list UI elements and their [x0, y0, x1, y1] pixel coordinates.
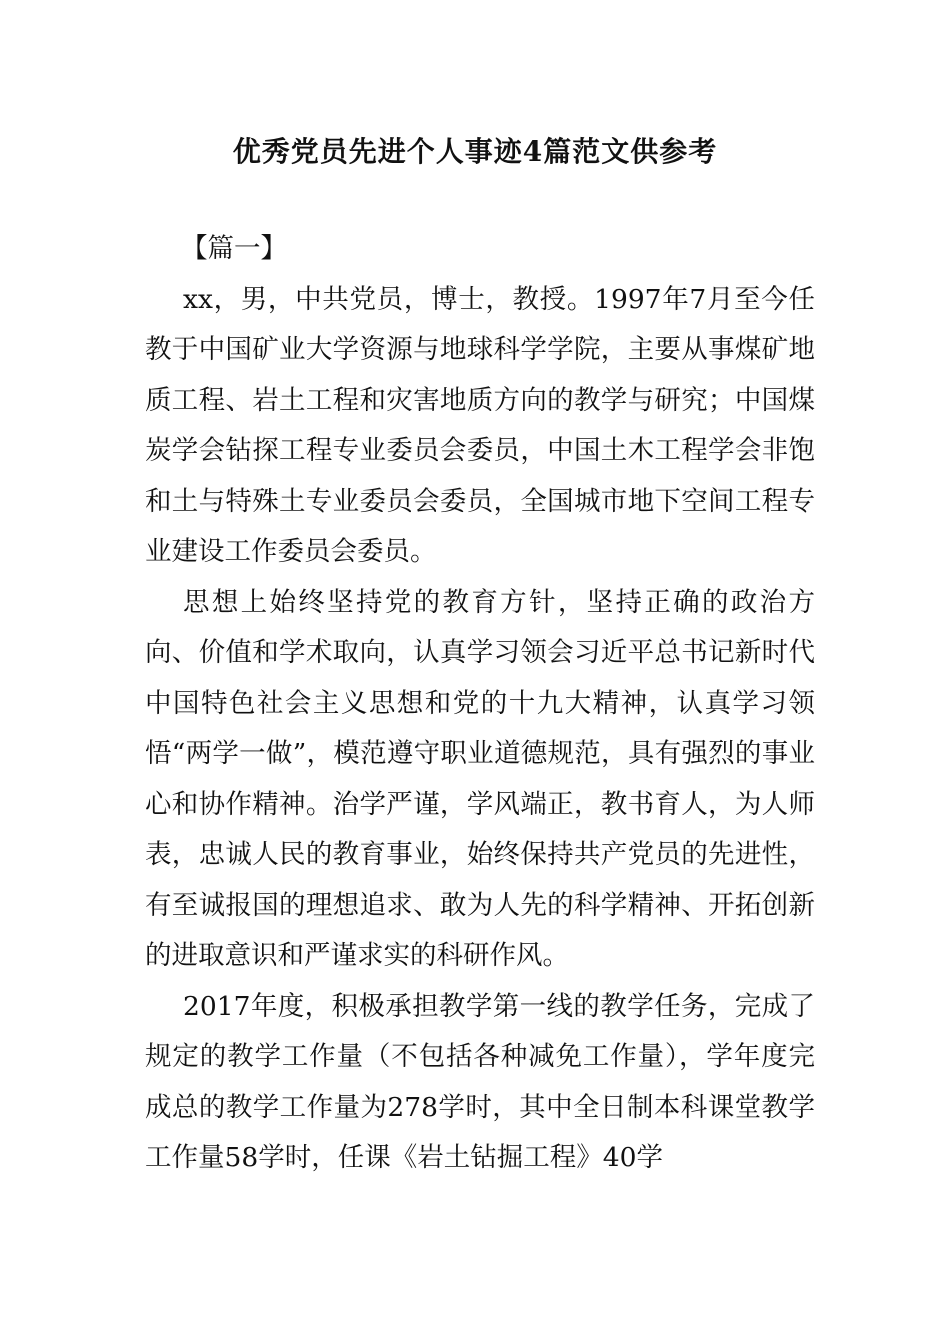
document-body — [145, 224, 815, 1184]
document-title: 优秀党员先进个人事迹4篇范文供参考 — [232, 135, 718, 168]
section-label: 【篇一】 — [181, 233, 287, 264]
paragraph-3: 2017年度，积极承担教学第一线的教学任务，完成了规定的教学工作量（不包括各种减免工作量），学年度完成总的教学工作量为278学时，其中全日制本科课堂教学工作量58学时，任课《岩土钻掘工程》40学 — [145, 990, 815, 1173]
paragraph-2: 思想上始终坚持党的教育方针，坚持正确的政治方向、价值和学术取向，认真学习领会习近平总书记新时代中国特色社会主义思想和党的十九大精神，认真学习领悟“两学一做”，模范遵守职业道德规范，具有强烈的事业心和协作精神。治学严谨，学风端正，教书育人，为人师表，忠诚人民的教育事业，始终保持共产党员的先进性，有至诚报国的理想追求、敢为人先的科学精神、开拓创新的进取意识和严谨求实的科研作风。 — [145, 586, 815, 971]
paragraph-1: xx，男，中共党员，博士，教授。1997年7月至今任教于中国矿业大学资源与地球科学学院，主要从事煤矿地质工程、岩土工程和灾害地质方向的教学与研究；中国煤炭学会钻探工程专业委员会委员，中国土木工程学会非饱和土与特殊土专业委员会委员，全国城市地下空间工程专业建设工作委员会委员。 — [145, 283, 815, 567]
